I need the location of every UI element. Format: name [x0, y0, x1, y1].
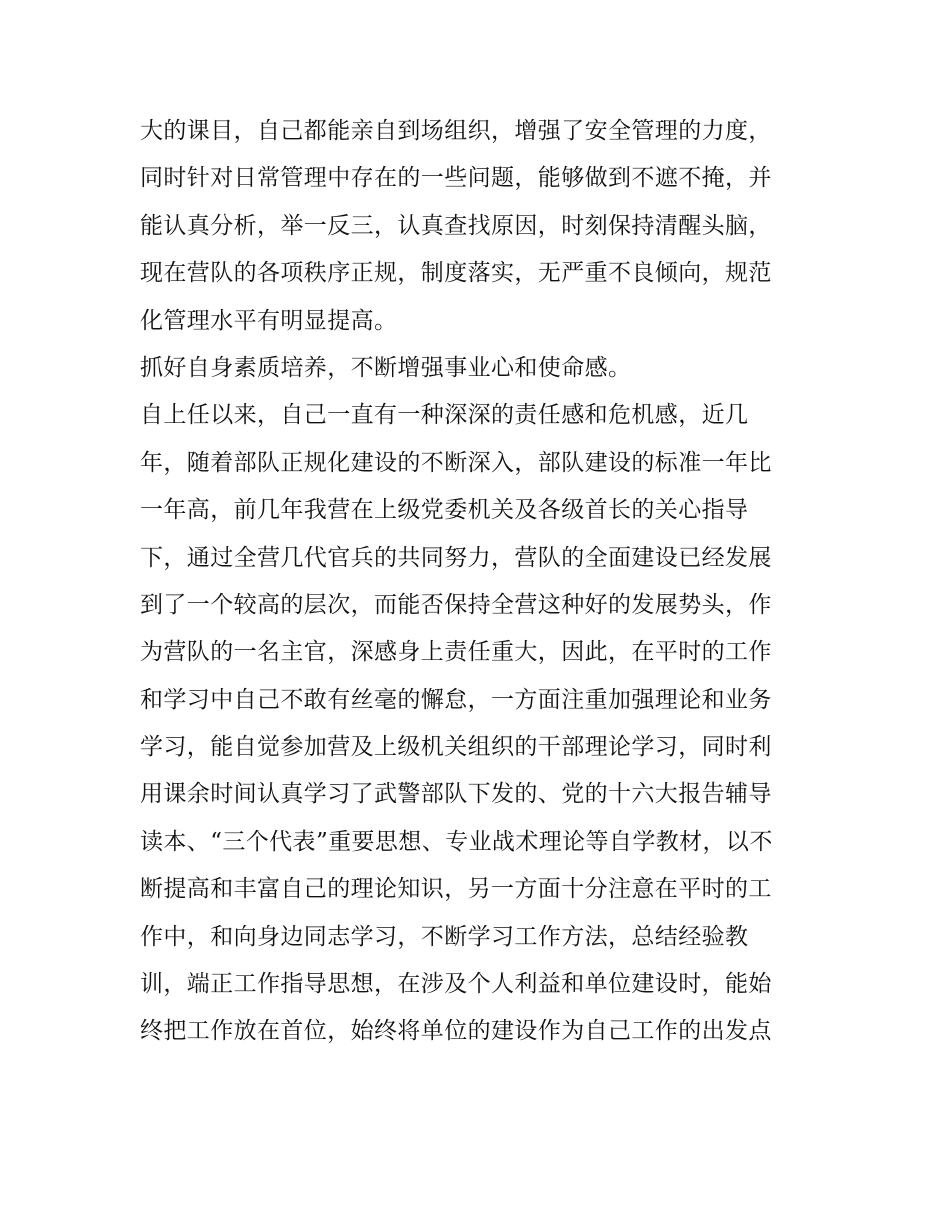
- text-line: 一年高，前几年我营在上级党委机关及各级首长的关心指导: [140, 497, 749, 524]
- text-line: 同时针对日常管理中存在的一些问题，能够做到不遮不掩，并: [140, 165, 772, 192]
- text-line: 断提高和丰富自己的理论知识，另一方面十分注意在平时的工: [140, 876, 772, 903]
- text-line: 和学习中自己不敢有丝毫的懈怠，一方面注重加强理论和业务: [140, 686, 772, 713]
- text-line: 化管理水平有明显提高。: [140, 307, 398, 334]
- text-line: 作中，和向身边同志学习，不断学习工作方法，总结经验教: [140, 923, 749, 950]
- text-line: 终把工作放在首位，始终将单位的建设作为自己工作的出发点: [140, 1018, 772, 1045]
- text-line: 年，随着部队正规化建设的不断深入，部队建设的标准一年比: [140, 449, 772, 476]
- text-line: 下，通过全营几代官兵的共同努力，营队的全面建设已经发展: [140, 544, 772, 571]
- text-line: 为营队的一名主官，深感身上责任重大，因此，在平时的工作: [140, 639, 772, 666]
- text-line: 能认真分析，举一反三，认真查找原因，时刻保持清醒头脑，: [140, 212, 772, 239]
- text-line: 自上任以来，自己一直有一种深深的责任感和危机感，近几: [140, 402, 749, 429]
- body-text: [140, 108, 820, 1056]
- text-line: 读本、“三个代表”重要思想、专业战术理论等自学教材，以不: [140, 828, 773, 855]
- text-line: 现在营队的各项秩序正规，制度落实，无严重不良倾向，规范: [140, 260, 772, 287]
- section-heading: 抓好自身素质培养，不断增强事业心和使命感。: [140, 354, 632, 381]
- text-line: 学习，能自觉参加营及上级机关组织的干部理论学习，同时利: [140, 734, 772, 761]
- text-line: 训，端正工作指导思想，在涉及个人利益和单位建设时，能始: [140, 971, 772, 998]
- text-line: 到了一个较高的层次，而能否保持全营这种好的发展势头，作: [140, 591, 772, 618]
- text-line: 用课余时间认真学习了武警部队下发的、党的十六大报告辅导: [140, 781, 772, 808]
- text-line: 大的课目，自己都能亲自到场组织，增强了安全管理的力度，: [140, 118, 772, 144]
